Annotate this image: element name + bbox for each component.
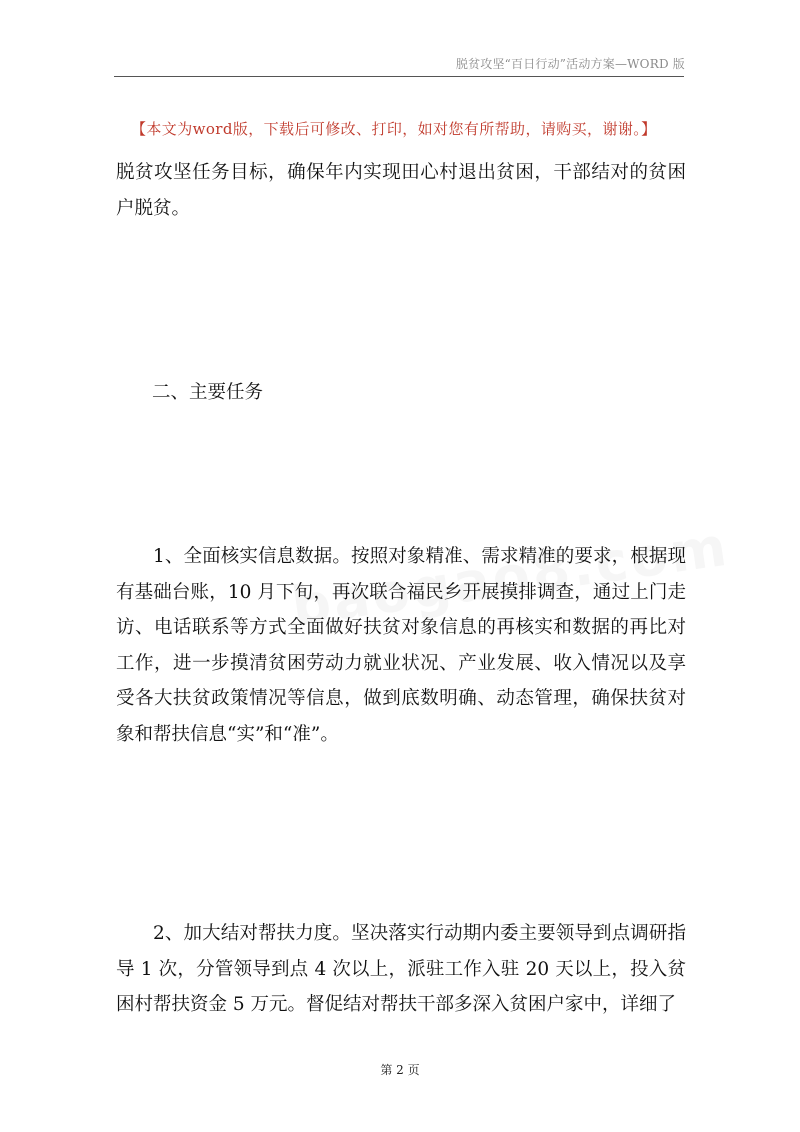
download-notice: 【本文为word版，下载后可修改、打印，如对您有所帮助，请购买，谢谢。】 (131, 120, 657, 138)
body-paragraph-3: 2、加大结对帮扶力度。坚决落实行动期内委主要领导到点调研指导 1 次，分管领导到点 4 次以上，派驻工作入驻 20 天以上，投入贫困村帮扶资金 5 万元。督促结对帮扶干部多深入贫困户家中，详细了 (116, 923, 686, 1015)
section-heading-main-tasks: 二、主要任务 (152, 382, 264, 403)
body-paragraph-1: 脱贫攻坚任务目标，确保年内实现田心村退出贫困，干部结对的贫困户脱贫。 (116, 162, 686, 219)
page-header-title: 脱贫攻坚“百日行动”活动方案—WORD 版 (455, 57, 685, 71)
header-divider (114, 76, 684, 77)
body-paragraph-2: 1、全面核实信息数据。按照对象精准、需求精准的要求，根据现有基础台账，10 月下旬，再次联合福民乡开展摸排调查，通过上门走访、电话联系等方式全面做好扶贫对象信息的再核实和数据的再比对工作，进一步摸清贫困劳动力就业状况、产业发展、收入情况以及享受各大扶贫政策情况等信息，做到底数明确、动态管理，确保扶贫对象和帮扶信息“实”和“准”。 (116, 546, 686, 745)
page-number: 第 2 页 (380, 1063, 420, 1077)
